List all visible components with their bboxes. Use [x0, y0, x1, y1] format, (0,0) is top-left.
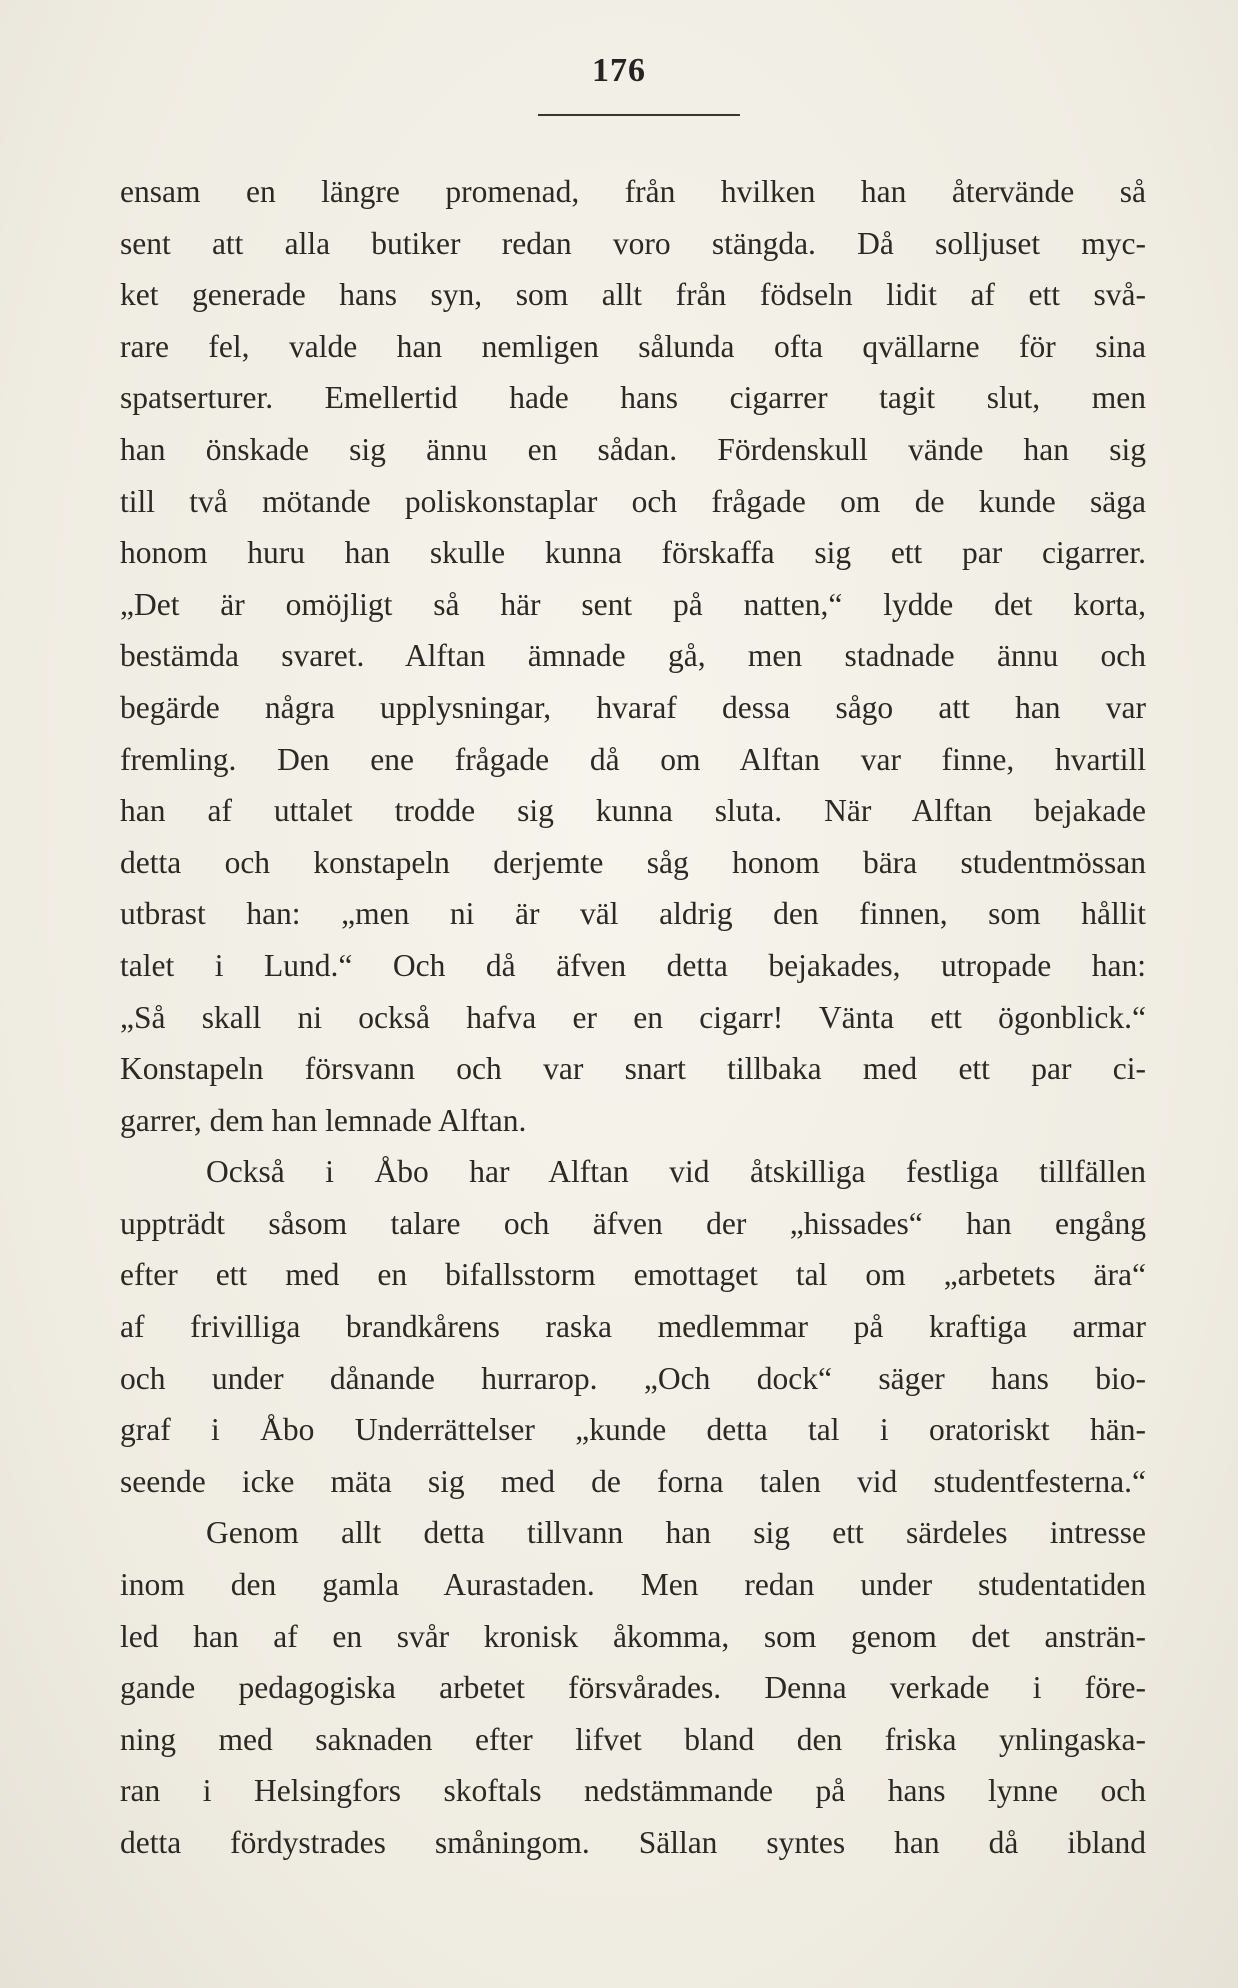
text-line: honom huru han skulle kunna förskaffa sig ett par cigarrer. [120, 535, 1146, 571]
text-line: Konstapeln försvann och var snart tillbaka med ett par ci- [120, 1051, 1146, 1087]
text-line: rare fel, valde han nemligen sålunda ofta qvällarne för sina [120, 328, 1146, 364]
text-line: ning med saknaden efter lifvet bland den friska ynlingaska- [120, 1721, 1146, 1757]
text-line: gande pedagogiska arbetet försvårades. Denna verkade i före- [120, 1670, 1146, 1706]
text-line: af frivilliga brandkårens raska medlemmar på kraftiga armar [120, 1309, 1146, 1345]
text-line: ket generade hans syn, som allt från födseln lidit af ett svå- [120, 277, 1146, 313]
page-number: 176 [592, 52, 646, 89]
text-line: utbrast han: „men ni är väl aldrig den finnen, som hållit [120, 896, 1146, 932]
text-line: detta fördystrades småningom. Sällan syntes han då ibland [120, 1825, 1146, 1860]
text-line: inom den gamla Aurastaden. Men redan under studentatiden [120, 1567, 1146, 1603]
text-line: bestämda svaret. Alftan ämnade gå, men stadnade ännu och [120, 638, 1146, 674]
text-line: detta och konstapeln derjemte såg honom bära studentmössan [120, 844, 1146, 880]
text-line: garrer, dem han lemnade Alftan. [120, 1102, 527, 1138]
text-line: uppträdt såsom talare och äfven der „hissades“ han engång [120, 1205, 1146, 1241]
text-line: spatserturer. Emellertid hade hans cigarrer tagit slut, men [120, 380, 1146, 416]
text-line: efter ett med en bifallsstorm emottaget tal om „arbetets ära“ [120, 1257, 1146, 1293]
text-line: han af uttalet trodde sig kunna sluta. När Alftan bejakade [120, 793, 1146, 829]
text-line: graf i Åbo Underrättelser „kunde detta tal i oratoriskt hän- [120, 1412, 1146, 1448]
text-line: han önskade sig ännu en sådan. Fördenskull vände han sig [120, 431, 1146, 467]
text-line: talet i Lund.“ Och då äfven detta bejakades, utropade han: [120, 947, 1146, 983]
header-rule [538, 114, 740, 116]
text-line: Genom allt detta tillvann han sig ett särdeles intresse [206, 1515, 1146, 1551]
text-line: begärde några upplysningar, hvaraf dessa sågo att han var [120, 689, 1146, 725]
text-line: sent att alla butiker redan voro stängda. Då solljuset myc- [120, 225, 1146, 261]
text-line: ensam en längre promenad, från hvilken han återvände så [120, 174, 1146, 209]
text-line: och under dånande hurrarop. „Och dock“ säger hans bio- [120, 1360, 1146, 1396]
text-line: „Så skall ni också hafva er en cigarr! Vänta ett ögonblick.“ [120, 999, 1146, 1035]
text-line: Också i Åbo har Alftan vid åtskilliga festliga tillfällen [206, 1154, 1146, 1190]
text-line: ran i Helsingfors skoftals nedstämmande på hans lynne och [120, 1773, 1146, 1809]
text-line: till två mötande poliskonstaplar och frågade om de kunde säga [120, 483, 1146, 519]
text-line: seende icke mäta sig med de forna talen vid studentfesterna.“ [120, 1463, 1146, 1499]
text-line: fremling. Den ene frågade då om Alftan var finne, hvartill [120, 741, 1146, 777]
text-line: led han af en svår kronisk åkomma, som genom det ansträn- [120, 1618, 1146, 1654]
body-text [120, 166, 1146, 1869]
text-line: „Det är omöjligt så här sent på natten,“ lydde det korta, [120, 586, 1146, 622]
